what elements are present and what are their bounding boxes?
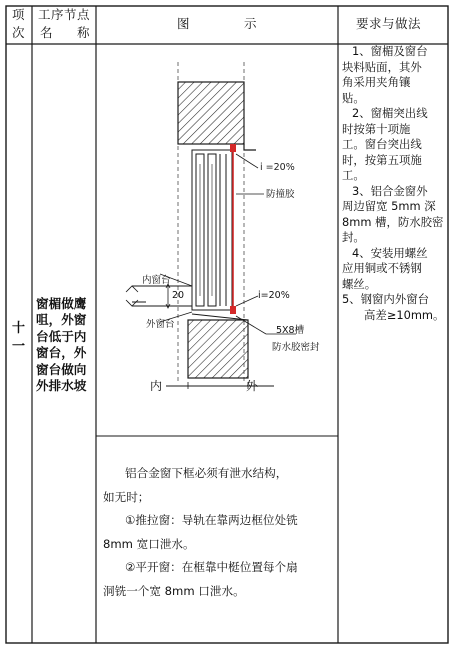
row-name-line: 窗台做向 — [36, 361, 87, 377]
header-requirements: 要求与做法 — [356, 16, 422, 31]
row-index-2: 一 — [12, 339, 26, 354]
label-groove: 5X8槽 — [276, 325, 305, 336]
header-index-line1: 项 — [12, 7, 26, 22]
drainage-note — [103, 462, 331, 603]
label-dimension: 20 — [172, 290, 185, 301]
row-name-line: 台低于内 — [36, 328, 87, 344]
note-line: ②平开窗：在框靠中梃位置每个扇 — [125, 560, 298, 574]
row-name-line: 咀，外窗 — [36, 312, 87, 328]
header-figure-2: 示 — [244, 16, 258, 31]
header-name-line1: 工序节点 — [38, 7, 91, 22]
note-line: ①推拉窗：导轨在靠两边框位处铣 — [125, 513, 298, 527]
requirement-item: 2、窗楣突出线 时按第十项施 工。窗台突出线 时，按第五项施 工。 — [342, 106, 428, 182]
label-waterproof-seal: 防水胶密封 — [272, 342, 320, 353]
dimension-marks — [126, 284, 170, 308]
note-line: 洞铣一个宽 8mm 口泄水。 — [103, 583, 245, 598]
label-outside: 外 — [246, 379, 259, 393]
header-figure-1: 图 — [177, 16, 191, 31]
label-inner-sill: 内窗台 — [142, 275, 171, 286]
note-line: 如无时； — [103, 489, 150, 504]
sill-block — [188, 320, 248, 378]
label-outer-sill: 外窗台 — [146, 319, 175, 330]
label-slope-bottom: i=20% — [258, 290, 290, 301]
row-name-line: 窗楣做鹰 — [36, 296, 87, 311]
note-line: 8mm 宽口泄水。 — [103, 536, 195, 551]
requirements-list — [342, 44, 448, 323]
requirement-item: 5、钢窗内外窗台 高差≥10mm。 — [342, 292, 445, 322]
row-index-1: 十 — [12, 321, 26, 336]
window-frame — [192, 150, 232, 310]
lintel-block — [178, 82, 244, 144]
sill-lines — [132, 286, 248, 320]
row-name — [36, 296, 93, 394]
window-section-drawing — [96, 44, 338, 436]
row-name-line: 窗台，外 — [36, 345, 87, 361]
label-slope-top: i =20% — [260, 162, 295, 173]
sealant-red — [230, 144, 236, 314]
label-sealant: 防撞胶 — [266, 189, 295, 200]
lintel-drip — [244, 144, 256, 150]
requirement-item: 1、窗楣及窗台 块料贴面，其外 角采用夹角镶 贴。 — [342, 44, 428, 105]
header-index-line2: 次 — [12, 25, 26, 40]
header-name-line2b: 称 — [77, 25, 91, 40]
row-name-line: 外排水坡 — [36, 378, 87, 394]
requirement-item: 4、安装用螺丝 应用铜或不锈钢 螺丝。 — [342, 245, 428, 291]
note-line: 铝合金窗下框必须有泄水结构， — [125, 466, 288, 480]
label-inside: 内 — [150, 379, 163, 393]
header-name-line2a: 名 — [40, 25, 54, 40]
requirement-item: 3、铝合金窗外 周边留宽 5mm 深 8mm 槽，防水胶密 封。 — [342, 183, 444, 244]
